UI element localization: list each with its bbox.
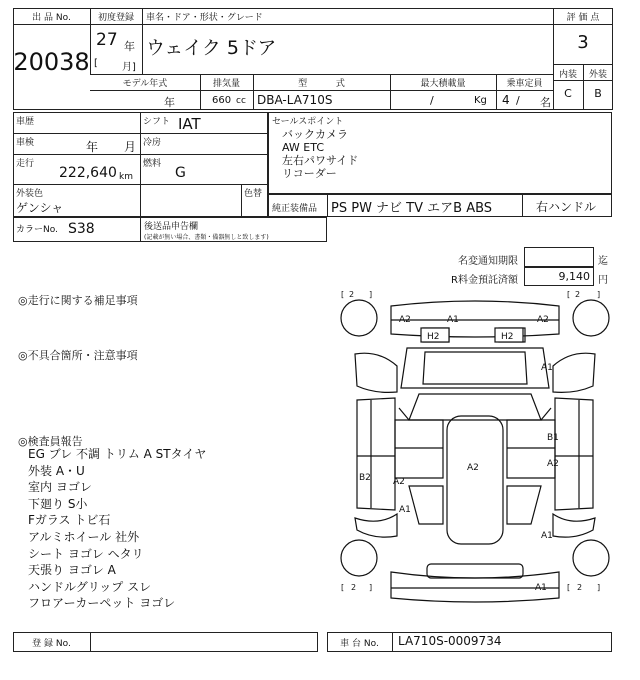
later-label: 後送品申告欄 [144, 222, 199, 232]
sales-point-item: 左右パワサイド [282, 154, 359, 167]
door-left [395, 420, 443, 478]
inspector-line: アルミホイール 社外 [28, 529, 140, 544]
first-reg-year: 27 [96, 30, 118, 50]
exterior-label: 外装 [588, 70, 607, 80]
model-value: DBA-LA710S [257, 93, 333, 107]
svg-text:[: [ [567, 290, 571, 299]
shift-value: IAT [178, 115, 201, 133]
quarter-right [553, 514, 595, 537]
mark-a1-left-rear: A1 [399, 505, 411, 515]
recycle-label: R料金預託済額 [451, 275, 518, 286]
wheel-rear-right [573, 540, 609, 576]
lot-number: 20038 [13, 48, 90, 76]
inspection-label: 車検 [16, 138, 35, 148]
sales-point-item: バックカメラ [282, 128, 348, 141]
inspector-line: 外装 A・U [28, 463, 85, 478]
mileage-unit: km [119, 172, 133, 182]
handle-value: 右ハンドル [536, 200, 597, 214]
displacement-label: 排気量 [212, 79, 240, 89]
later-note: (記載が無い場合、書類・備器無しと致します) [144, 234, 269, 241]
svg-text:[: [ [341, 290, 345, 299]
lot-no-label: 出 品 No. [32, 13, 71, 23]
mileage-label: 走行 [16, 159, 35, 169]
capacity-sep: / [516, 94, 520, 107]
inspector-line: 室内 ヨゴレ [28, 480, 92, 495]
mark-a2-roof-left: A2 [399, 315, 411, 325]
rear-bumper [391, 572, 559, 602]
fender-right [553, 353, 595, 392]
car-name: ウェイク 5ドア [146, 37, 277, 59]
max-load-sep: / [430, 94, 434, 107]
svg-text:]: ] [369, 583, 373, 592]
month-unit: 月] [122, 62, 136, 73]
inspector-report-list [28, 446, 206, 612]
sales-point-label: セールスポイント [272, 117, 344, 127]
exterior-grade: B [594, 87, 602, 100]
tire-tag-rear-right [567, 583, 600, 592]
model-year-unit: 年 [164, 96, 175, 109]
shift-label: シフト [143, 117, 171, 127]
capacity-value: 4 [502, 93, 510, 107]
model-year-label: モデル年式 [122, 79, 168, 89]
mark-a1-front-right: A1 [541, 363, 553, 373]
svg-text:[: [ [567, 583, 571, 592]
mark-b1-right: B1 [547, 433, 559, 443]
svg-text:]: ] [597, 583, 601, 592]
displacement-unit: cc [236, 96, 246, 106]
roof [447, 416, 503, 544]
mark-a2-roof-right: A2 [537, 315, 549, 325]
mark-a2-right-door: A2 [547, 459, 559, 469]
wheel-front-right [573, 300, 609, 336]
door-right [507, 420, 555, 478]
fuel-value: G [175, 165, 186, 181]
inspector-line: 下廻り S小 [28, 496, 88, 511]
fuel-label: 燃料 [143, 159, 162, 169]
side-right [555, 398, 593, 510]
name-change-box [524, 247, 594, 267]
equipment-label: 純正装備品 [272, 204, 318, 214]
driving-notes-label: ◎走行に関する補足事項 [18, 294, 138, 307]
chassis-no: LA710S-0009734 [398, 634, 502, 648]
svg-text:]: ] [597, 290, 601, 299]
displacement-value: 660 [212, 95, 232, 106]
tire-tag-value: 2 [349, 290, 355, 299]
fender-left [355, 353, 397, 392]
mark-a2-left-door: A2 [393, 477, 405, 487]
mark-a1-rear-right: A1 [541, 531, 553, 541]
defect-notes-label: ◎不具合箇所・注意事項 [18, 349, 138, 362]
svg-text:]: ] [369, 290, 373, 299]
mark-a2-center: A2 [467, 463, 479, 473]
sales-point-item: AW ETC [282, 141, 325, 154]
score-label: 評 価 点 [566, 13, 600, 23]
color-no-value: S38 [68, 221, 95, 237]
inspector-report-label: ◎検査員報告 [18, 435, 83, 448]
quarter-left [355, 514, 397, 537]
year-unit: 年 [124, 40, 135, 53]
inspector-line: ハンドルグリップ スレ [28, 579, 152, 594]
sales-point-list [282, 128, 358, 180]
max-load-label: 最大積載量 [420, 79, 466, 89]
front-bumper [391, 301, 559, 337]
mark-h2-left: H2 [427, 332, 440, 342]
mark-a1-roof-mid: A1 [447, 315, 459, 325]
interior-label: 内装 [558, 70, 577, 80]
tire-tag-value: 2 [351, 583, 357, 592]
name-change-label: 名変通知期限 [458, 256, 518, 267]
inspector-line: シート ヨゴレ ヘタリ [28, 546, 144, 561]
tire-tag-front-left [341, 290, 372, 299]
name-change-suffix: 迄 [598, 256, 608, 267]
reg-no-label: 登 録 No. [32, 639, 71, 649]
inspector-line: フロアーカーペット ヨゴレ [28, 596, 176, 611]
tire-tag-rear-left [341, 583, 372, 592]
month-bracket: [ [94, 58, 98, 69]
sales-point-item: リコーダー [282, 167, 337, 180]
inspector-line: Fガラス トビ石 [28, 513, 111, 528]
wheel-front-left [341, 300, 377, 336]
recycle-value: 9,140 [558, 270, 590, 283]
tire-tag-front-right [567, 290, 600, 299]
first-reg-label: 初度登録 [97, 13, 134, 23]
mark-b2-left: B2 [359, 473, 371, 483]
model-label: 型 式 [298, 79, 345, 89]
rear-plate-area [427, 564, 523, 578]
recolor-label: 色替 [244, 189, 263, 199]
inspector-line: 天張り ヨゴレ A [28, 563, 116, 578]
color-no-label: カラーNo. [16, 225, 58, 235]
tire-tag-value: 2 [575, 290, 581, 299]
inspector-line: EG ブレ 不調 トリム A STタイヤ [28, 447, 207, 461]
equipment-value: PS PW ナビ TV エアB ABS [331, 201, 493, 216]
inspection-month-unit: 月 [124, 140, 137, 154]
history-label: 車歴 [16, 117, 35, 127]
inspection-year-unit: 年 [86, 140, 99, 154]
mileage-value: 222,640 [59, 165, 117, 181]
max-load-unit: Kg [474, 95, 487, 106]
capacity-unit: 名 [540, 96, 551, 109]
capacity-label: 乗車定員 [506, 79, 543, 89]
car-name-label: 車名・ドア・形状・グレード [146, 13, 263, 23]
color-value: ゲンシャ [16, 201, 64, 215]
wheel-rear-left [341, 540, 377, 576]
color-label: 外装色 [16, 189, 44, 199]
ac-label: 冷房 [143, 138, 162, 148]
mark-h2-right: H2 [501, 332, 514, 342]
car-damage-diagram [335, 288, 615, 630]
recycle-unit: 円 [598, 275, 608, 286]
tire-tag-value: 2 [577, 583, 583, 592]
score-value: 3 [577, 32, 589, 53]
side-left [357, 398, 395, 510]
chassis-label: 車 台 No. [340, 639, 379, 649]
interior-grade: C [564, 87, 572, 100]
svg-text:[: [ [341, 583, 345, 592]
mark-a1-rear-bumper: A1 [535, 583, 547, 593]
